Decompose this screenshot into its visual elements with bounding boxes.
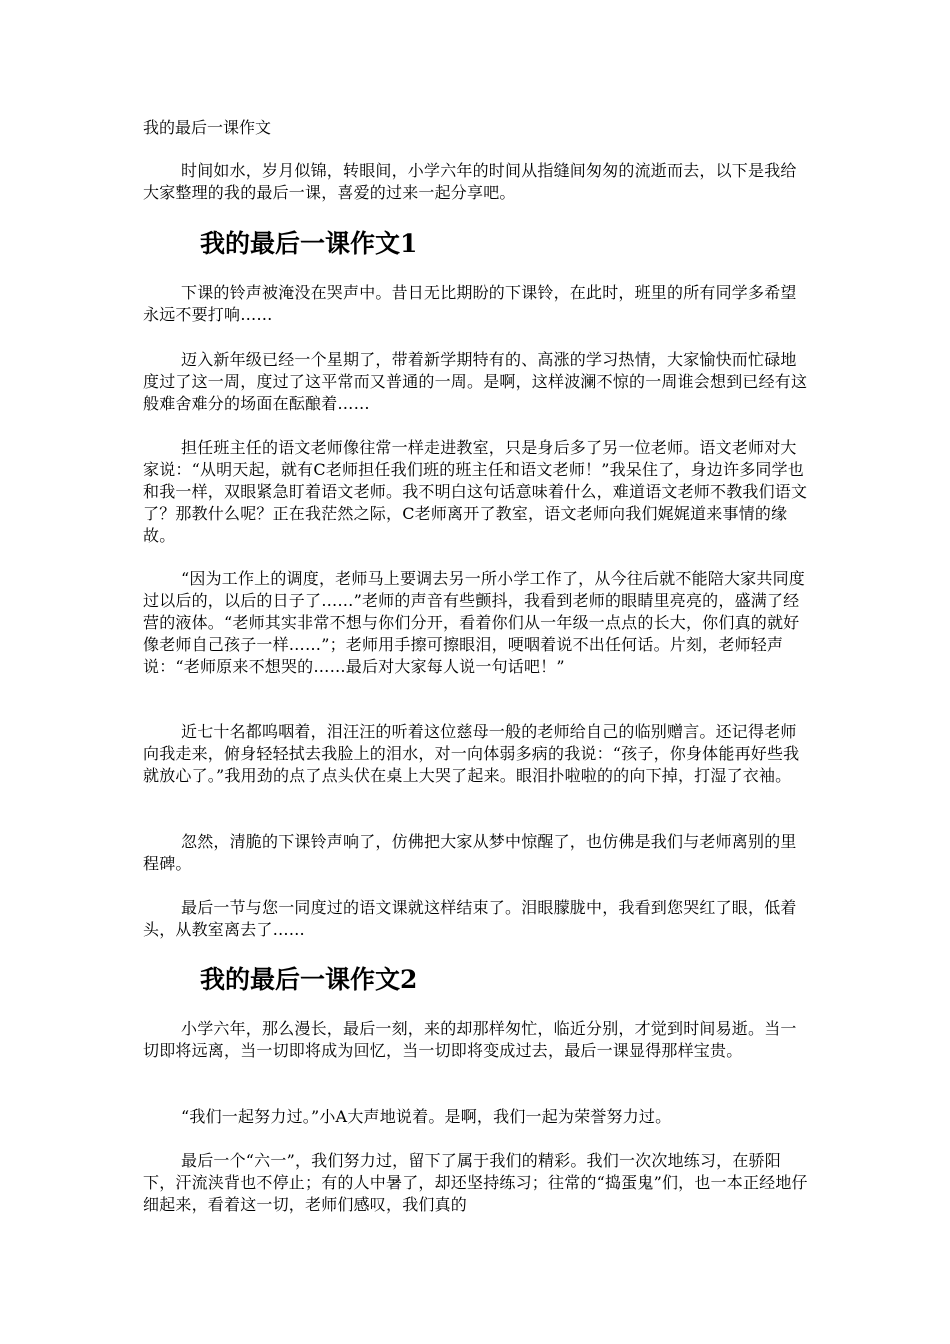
section-1-paragraph-2: 迈入新年级已经一个星期了，带着新学期特有的、高涨的学习热情，大家愉快而忙碌地度过了这一周，度过了这平常而又普通的一周。是啊，这样波澜不惊的一周谁会想到已经有这般难舍难分的场面在酝酿着…… <box>143 350 808 413</box>
document-title: 我的最后一课作文 <box>143 118 272 137</box>
section-1-paragraph-1: 下课的铃声被淹没在哭声中。昔日无比期盼的下课铃，在此时，班里的所有同学多希望永远不要打响…… <box>143 283 797 324</box>
section-2-heading: 我的最后一课作文2 <box>200 965 418 994</box>
intro-paragraph: 时间如水，岁月似锦，转眼间，小学六年的时间从指缝间匆匆的流逝而去，以下是我给大家整理的我的最后一课，喜爱的过来一起分享吧。 <box>143 161 797 202</box>
section-2-paragraph-1: 小学六年，那么漫长，最后一刻，来的却那样匆忙，临近分别，才觉到时间易逝。当一切即将远离，当一切即将成为回忆，当一切即将变成过去，最后一课显得那样宝贵。 <box>143 1019 797 1060</box>
section-2-paragraph-2: “我们一起努力过。”小A大声地说着。是啊，我们一起为荣誉努力过。 <box>181 1107 672 1126</box>
section-1-paragraph-4: “因为工作上的调度，老师马上要调去另一所小学工作了，从今往后就不能陪大家共同度过以后的，以后的日子了……”老师的声音有些颤抖，我看到老师的眼睛里亮亮的，盛满了经营的液体。“老师其实非常不想与你们分开，看着你们从一年级一点点的长大，你们真的就好像老师自己孩子一样……”；老师用手擦可擦眼泪，哽咽着说不出任何话。片刻，老师轻声说：“老师原来不想哭的……最后对大家每人说一句话吧！” <box>143 569 805 676</box>
section-1-paragraph-7: 最后一节与您一同度过的语文课就这样结束了。泪眼朦胧中，我看到您哭红了眼，低着头，从教室离去了…… <box>143 898 797 939</box>
section-1-heading: 我的最后一课作文1 <box>200 229 418 258</box>
section-1-paragraph-5: 近七十名都呜咽着，泪汪汪的听着这位慈母一般的老师给自己的临别赠言。还记得老师向我走来，俯身轻轻拭去我脸上的泪水，对一向体弱多病的我说：“孩子，你身体能再好些我就放心了。”我用劲的点了点头伏在桌上大哭了起来。眼泪扑啦啦的的向下掉，打湿了衣袖。 <box>143 722 800 785</box>
section-1-paragraph-6: 忽然，清脆的下课铃声响了，仿佛把大家从梦中惊醒了，也仿佛是我们与老师离别的里程碑。 <box>143 832 797 873</box>
section-2-paragraph-3: 最后一个“六一”，我们努力过，留下了属于我们的精彩。我们一次次地练习，在骄阳下，汗流浃背也不停止；有的人中暑了，却还坚持练习；往常的“捣蛋鬼”们，也一本正经地仔细起来，看着这一切，老师们感叹，我们真的 <box>143 1151 808 1214</box>
section-1-paragraph-3: 担任班主任的语文老师像往常一样走进教室，只是身后多了另一位老师。语文老师对大家说：“从明天起，就有C老师担任我们班的班主任和语文老师！”我呆住了，身边许多同学也和我一样，双眼紧急盯着语文老师。我不明白这句话意味着什么，难道语文老师不教我们语文了？那教什么呢？正在我茫然之际，C老师离开了教室，语文老师向我们娓娓道来事情的缘故。 <box>143 438 808 545</box>
